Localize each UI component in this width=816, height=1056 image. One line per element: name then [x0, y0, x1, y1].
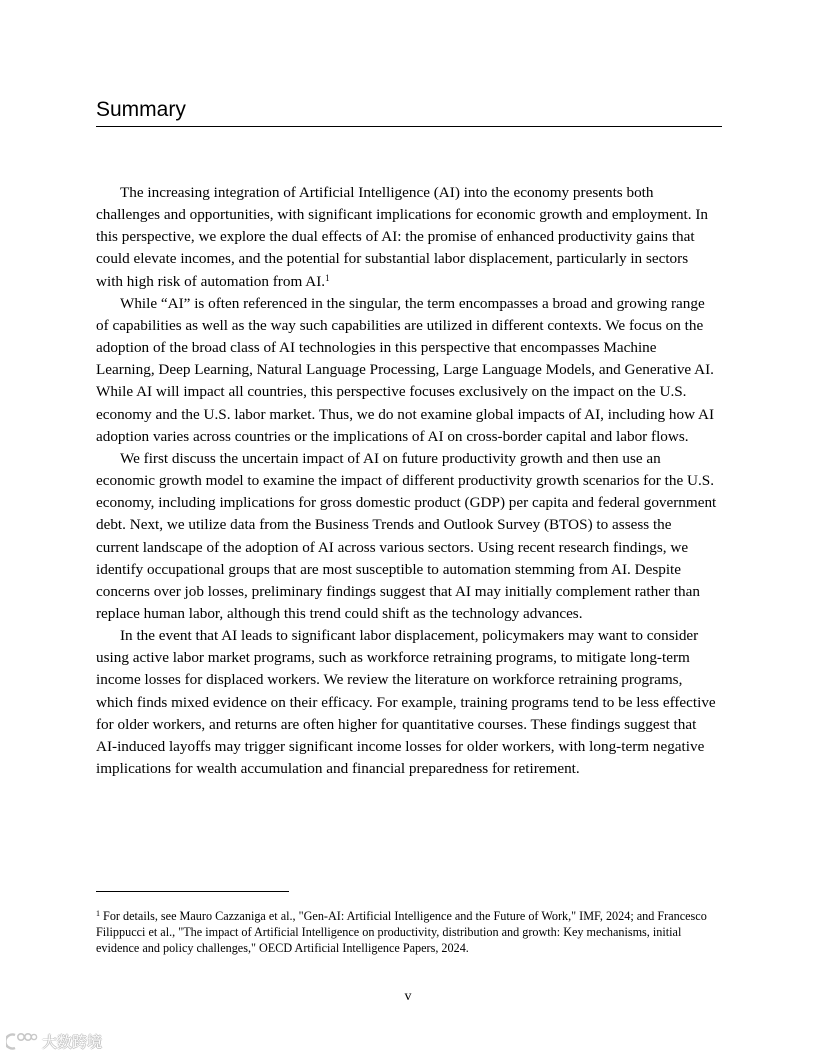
watermark [6, 1030, 102, 1052]
paragraph-1-text: The increasing integration of Artificial Intelligence (AI) into the economy presents both challenges and opportunities, with significant implications for economic growth and employment. In this perspective, we explore the dual effects of AI: the promise of enhanced productivity gains that could elevate incomes, and the potential for substantial labor displacement, particularly in sectors with high risk of automation from AI. [96, 184, 709, 290]
paragraph-2: While “AI” is often referenced in the singular, the term encompasses a broad and growing range of capabilities as well as the way such capabilities are utilized in different contexts. We focus on the adoption of the broad class of AI technologies in this perspective that encompasses Machine Learning, Deep Learning, Natural Language Processing, Large Language Models, and Generative AI. While AI will impact all countries, this perspective focuses exclusively on the impact on the U.S. economy and the U.S. labor market. Thus, we do not examine global impacts of AI, including how AI adoption varies across countries or the implications of AI on cross-border capital and labor flows. [96, 294, 715, 445]
paragraph-3: We first discuss the uncertain impact of AI on future productivity growth and then use an economic growth model to examine the impact of different productivity growth scenarios for the U.S. economy, including implications for gross domestic product (GDP) per capita and federal government debt. Next, we utilize data from the Business Trends and Outlook Survey (BTOS) to assess the current landscape of the adoption of AI across various sectors. Using recent research findings, we identify occupational groups that are most susceptible to automation stemming from AI. Despite concerns over job losses, preliminary findings suggest that AI may initially complement rather than replace human labor, although this trend could shift as the technology advances. [96, 449, 717, 622]
watermark-text: 大数跨境 [42, 1032, 103, 1051]
page-number: v [404, 989, 412, 1004]
section-heading: Summary [96, 96, 722, 127]
summary-body [96, 182, 718, 780]
paragraph-1 [96, 182, 718, 293]
footnote-reference[interactable]: 1 [325, 272, 330, 283]
footnote [96, 908, 722, 956]
footnote-text: For details, see Mauro Cazzaniga et al., "Gen-AI: Artificial Intelligence and the Future of Work," IMF, 2024; and Francesco Filippucci et al., "The impact of Artificial Intelligence on productivity, distribution and growth: Key mechanisms, initial evidence and policy challenges," OECD Artificial Intelligence Papers, 2024. [96, 909, 707, 955]
paragraph-4: In the event that AI leads to significant labor displacement, policymakers may want to consider using active labor market programs, such as workforce retraining programs, to mitigate long-term income losses for displaced workers. We review the literature on workforce retraining programs, which finds mixed evidence on their efficacy. For example, training programs tend to be less effective for older workers, and returns are often higher for quantitative courses. These findings suggest that AI-induced layoffs may trigger significant income losses for older workers, with long-term negative implications for wealth accumulation and financial preparedness for retirement. [96, 627, 716, 778]
watermark-logo-icon [6, 1031, 38, 1051]
footnote-marker: 1 [96, 909, 100, 918]
footnote-separator [96, 891, 289, 892]
